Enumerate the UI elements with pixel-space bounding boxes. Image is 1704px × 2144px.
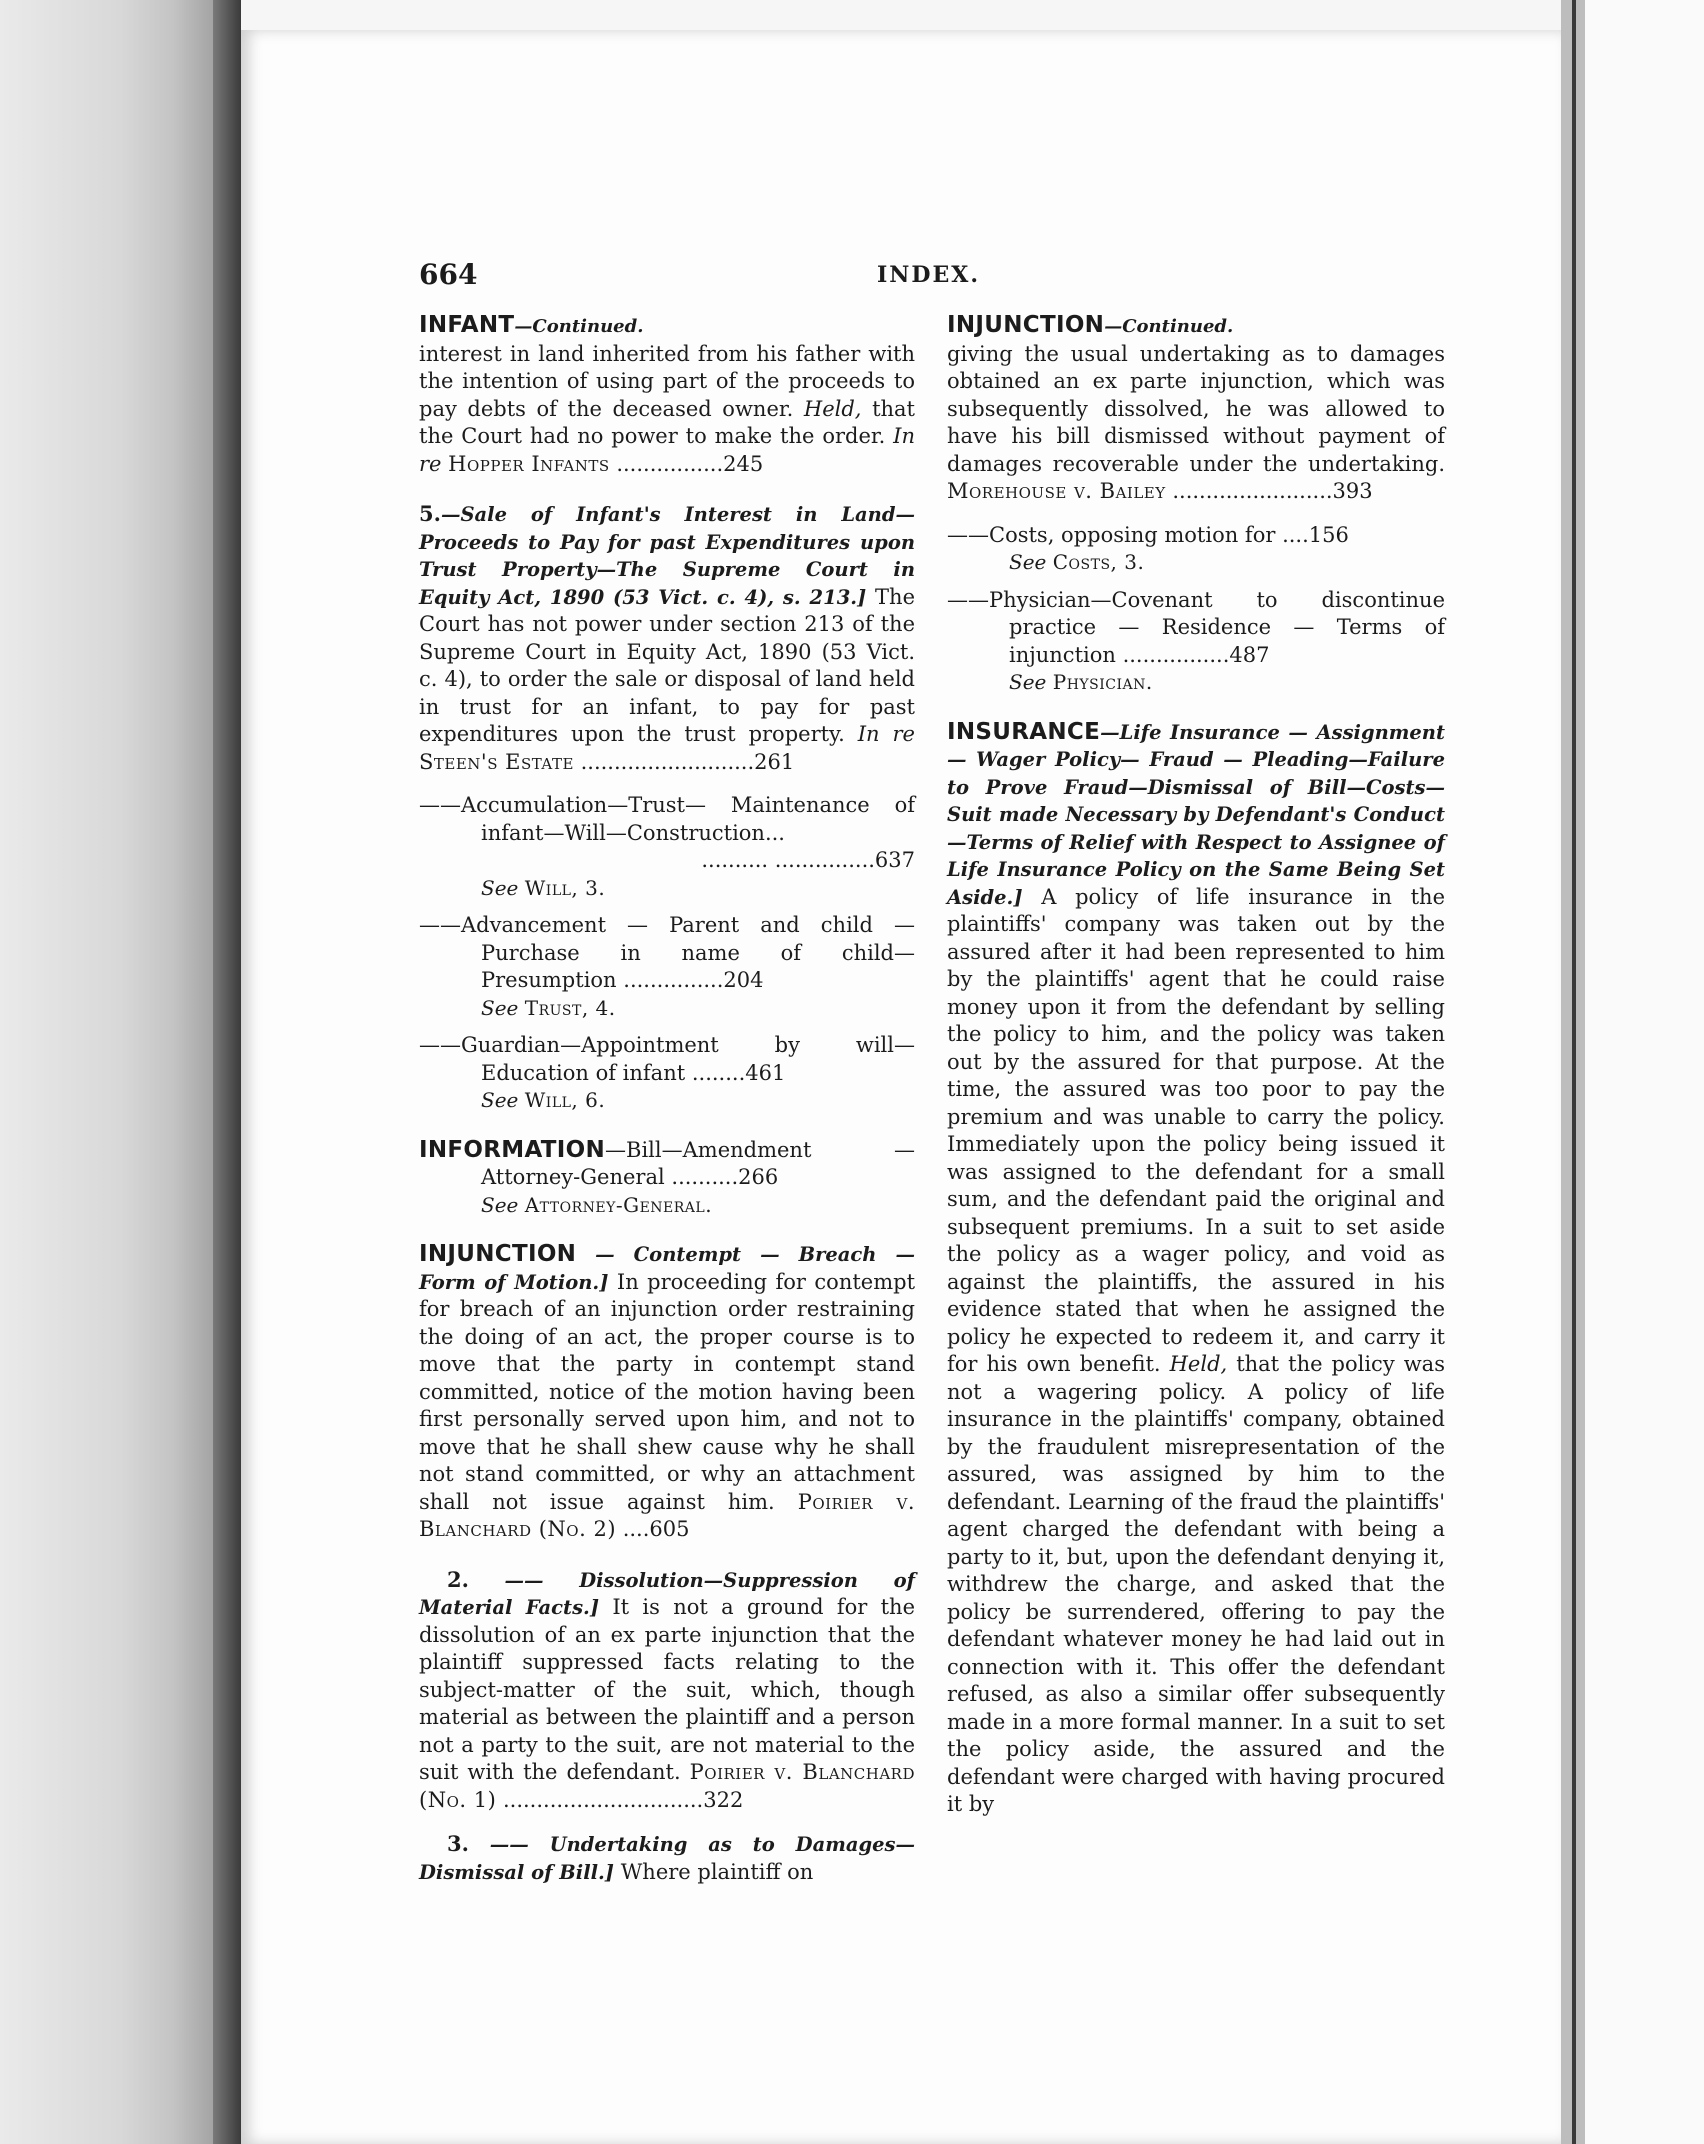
cross-reference-topic: ——Physician—Covenant to discontinue practice — Residence — Terms of injunction (947, 587, 1445, 667)
entry-text (419, 1566, 915, 1815)
cross-reference-topic: ——Costs, opposing motion for (947, 522, 1276, 547)
see-label: See (481, 1088, 519, 1112)
entry-text (947, 719, 1445, 1819)
cross-reference-topic: ——Guardian—Appointment by will— Education of infant (419, 1033, 915, 1085)
see-target: Attorney-General. (524, 1192, 713, 1217)
see-label: See (1009, 550, 1047, 574)
see-target: Will, 3. (524, 875, 606, 900)
page-header (241, 258, 1561, 298)
entry-text-part: giving the usual undertaking as to damages obtained an ex parte injunction, which was subsequently dissolved, he was allowed to have his bill dismissed without payment of damages recoverable under the undertaking. (947, 341, 1445, 476)
entry-heading-line (947, 312, 1445, 341)
cross-reference (947, 522, 1445, 577)
syllabus-heading: —Sale of Infant's Interest in Land—Proceeds to Pay for past Expenditures upon Trust Property—The Supreme Court in Equity Act, 1890 (53 Vict. c. 4), s. 213.] (419, 503, 915, 609)
entry-heading: INSURANCE (947, 718, 1101, 745)
case-name: Poirier v. Blanchard (No. 2) (419, 1489, 915, 1541)
held-label: Held, (1169, 1352, 1228, 1376)
cross-reference (419, 1032, 915, 1115)
see-label: See (481, 1192, 519, 1217)
running-head: INDEX. (877, 262, 980, 288)
entry-heading: INFORMATION (419, 1136, 606, 1163)
item-number: 5. (419, 501, 441, 526)
left-column (419, 312, 915, 1902)
entry-text (419, 341, 915, 479)
case-name: Morehouse v. Bailey (947, 479, 1166, 503)
see-target: Will, 6. (524, 1088, 606, 1112)
entry-injunction-item-3 (419, 1830, 915, 1886)
entry-heading: INFANT (419, 312, 515, 338)
book-gutter-shadow (213, 0, 241, 2144)
see-target: Physician. (1052, 670, 1153, 694)
see-target: Costs, 3. (1052, 550, 1145, 574)
cross-reference (419, 792, 915, 902)
entry-text-part: that the policy was not a wagering policy. A policy of life insurance in the plaintiffs' company, obtained by the fraudulent misrepresentation of the assured, was assigned by him to the defendant. Learning of the fraud the plaintiffs' agent charged the defendant with being a party to it, but, upon the defendant denying it, withdrew the charge, and asked that the policy be surrendered, offering to pay the defendant whatever money he had laid out in connection with it. This offer the defendant refused, as also a similar offer subsequently made in a more formal manner. In a suit to set the policy aside, the assured and the defendant were charged with having procured it by (947, 1352, 1445, 1816)
page-reference: ................487 (1122, 642, 1270, 667)
item-number: 3. (447, 1831, 469, 1856)
syllabus-heading: —— Undertaking as to Damages—Dismissal of Bill.] (419, 1833, 915, 1884)
held-label: Held, (803, 396, 862, 421)
cross-reference-topic: ——Accumulation—Trust— Maintenance of infant—Will—Construction... (419, 793, 915, 845)
case-name: Hopper Infants (448, 451, 610, 476)
page-number: 664 (419, 258, 478, 291)
cross-reference-text (419, 1032, 915, 1087)
syllabus-heading: — Contempt — Breach — Form of Motion.] (419, 1243, 915, 1294)
see-label: See (481, 995, 519, 1020)
entry-heading: INJUNCTION (419, 1241, 577, 1267)
next-page (1585, 0, 1704, 2144)
entry-text (419, 1241, 915, 1544)
entry-text (419, 1830, 915, 1886)
entry-insurance (947, 719, 1445, 1819)
see-reference (947, 549, 1445, 577)
see-target: Trust, 4. (524, 995, 616, 1020)
see-label: See (481, 875, 519, 900)
entry-text (419, 500, 915, 776)
see-reference (419, 1192, 915, 1220)
entry-text-part: In proceeding for contempt for breach of an injunction order restraining the doing of an act, the proper course is to move that the party in contempt stand committed, notice of the motion having been first personally served upon him, and not to move that he shall shew cause why he shall not stand committed, or why an attachment shall not issue against him. (419, 1269, 916, 1514)
cross-reference-topic: ——Advancement — Parent and child — Purchase in name of child— Presumption (419, 913, 915, 992)
next-page-edge (1572, 0, 1576, 2144)
entry-text-part: —Bill—Amendment — Attorney-General (481, 1137, 915, 1189)
entry-text-part: that the Court had no power to make the order. (419, 396, 915, 448)
entry-information (419, 1137, 915, 1220)
page-reference: ....156 (1282, 522, 1349, 547)
entry-text (419, 1137, 915, 1192)
item-number: 2. (447, 1566, 469, 1592)
case-name: Poirier v. Blanchard (No. 1) (419, 1760, 915, 1812)
cross-reference-text (419, 912, 915, 995)
syllabus-heading: —Life Insurance — Assignment — Wager Policy— Fraud — Pleading—Failure to Prove Fraud—Dismissal of Bill—Costs—Suit made Necessary by Defendant's Conduct—Terms of Relief with Respect to Assignee of Life Insurance Policy on the Same Being Set Aside.] (947, 720, 1445, 909)
page-reference: ..........266 (671, 1165, 779, 1189)
page-reference: ..............................322 (502, 1787, 744, 1812)
entry-text-part: The Court has not power under section 213 of the Supreme Court in Equity Act, 1890 (53 Vict. c. 4), to order the sale or disposal of land held in trust for an infant, to pay for past expenditures upon the trust property. (419, 584, 915, 746)
cross-reference-text (419, 792, 915, 875)
entry-heading-line (419, 312, 915, 341)
entry-injunction-continued (947, 312, 1445, 506)
entry-text-part: Where plaintiff on (620, 1859, 814, 1884)
cross-reference (419, 912, 915, 1022)
entry-infant-item-5 (419, 500, 915, 776)
continued-label: —Continued. (514, 316, 644, 337)
entry-text-part: interest in land inherited from his father with the intention of using part of the proceeds to pay debts of the deceased owner. (419, 341, 915, 421)
entry-injunction-item-2 (419, 1566, 915, 1815)
page-reference: ..........................261 (580, 749, 795, 774)
book-edge-left (0, 0, 240, 2144)
entry-text-part: A policy of life insurance in the plaintiffs' company was taken out by the assured after it had been represented to him by the plaintiffs' agent that he could raise money upon it from the defendant by selling the policy to him, and the policy was taken out by the assured for that purpose. At the time, the assured was too poor to pay the premium and was unable to carry the policy. Immediately upon the policy being issued it was assigned to the defendant for a small sum, and the defendant paid the original and subsequent premiums. In a suit to set aside the policy as a wager policy, and void as against the plaintiffs, the assured in his evidence stated that when he assigned the policy he expected to redeem it, and carry it for his own benefit. (947, 884, 1446, 1376)
entry-text-part: It is not a ground for the dissolution of an ex parte injunction that the plaintiff suppressed facts relating to the subject-matter of the suit, which, though material as between the plaintiff and a person not a party to the suit, are not material to the suit with the defendant. (419, 1595, 915, 1784)
entry-injunction (419, 1241, 915, 1544)
in-re-label: In re (857, 722, 915, 746)
page-reference: ...............204 (623, 968, 764, 992)
in-re-label: In re (419, 424, 915, 476)
see-reference (419, 995, 915, 1023)
see-reference (419, 1087, 915, 1115)
entry-heading: INJUNCTION (947, 312, 1105, 338)
page-reference: ....605 (622, 1517, 690, 1541)
case-name: Steen's Estate (419, 749, 574, 774)
cross-reference (947, 587, 1445, 697)
syllabus-heading: —— Dissolution—Suppression of Material Facts.] (419, 1568, 915, 1619)
continued-label: —Continued. (1104, 316, 1234, 337)
right-column (947, 312, 1445, 1841)
entry-infant-continued (419, 312, 915, 478)
see-reference (947, 669, 1445, 697)
cross-reference-text (947, 587, 1445, 670)
entry-text (947, 341, 1445, 506)
book-page (241, 30, 1561, 2144)
page-reference: .......... ...............637 (701, 848, 915, 872)
page-reference: ........................393 (1172, 479, 1373, 503)
see-reference (419, 875, 915, 903)
page-reference: ........461 (691, 1060, 786, 1085)
see-label: See (1009, 670, 1047, 694)
cross-reference-text (947, 522, 1445, 550)
page-reference: ................245 (616, 451, 764, 476)
